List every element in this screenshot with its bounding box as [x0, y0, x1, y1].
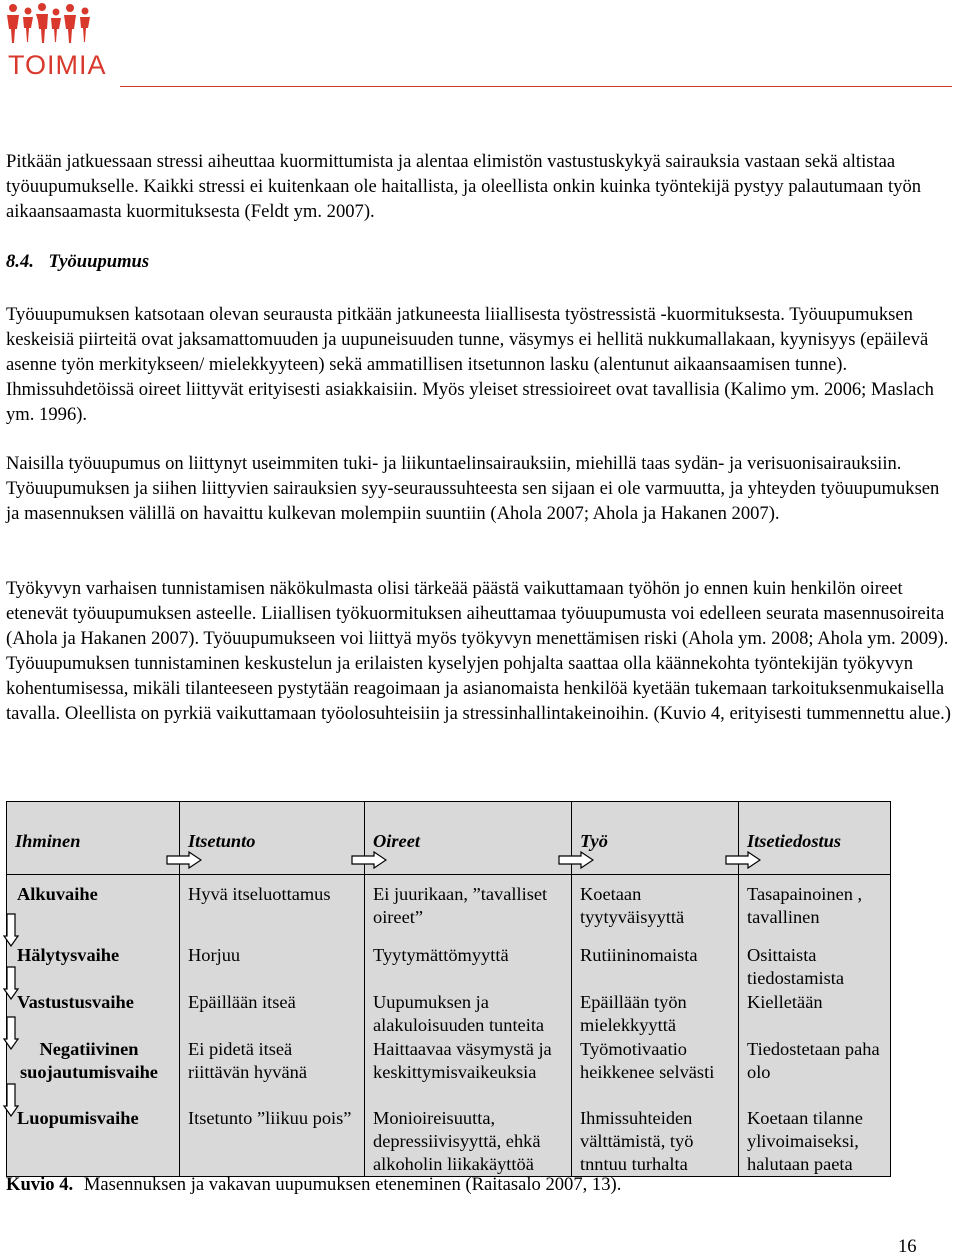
table-row [7, 875, 891, 945]
table-cell: Epäillään itseä [180, 991, 365, 1038]
table-cell: Ei pidetä itseä riittävän hyvänä [180, 1038, 365, 1107]
table-cell: Horjuu [180, 944, 365, 991]
header-cell: Oireet [365, 802, 572, 875]
page-number: 16 [898, 1236, 917, 1257]
phase-cell: Vastustusvaihe [7, 991, 180, 1038]
table-cell: Ihmissuhteiden välttämistä, työ tnntuu turhalta [572, 1107, 739, 1177]
table-cell: Monioireisuutta, depressiivisyyttä, ehkä alkoholin liikakäyttöä [365, 1107, 572, 1177]
phase-cell: Hälytysvaihe [7, 944, 180, 991]
paragraph-gender: Naisilla työuupumus on liittynyt useimmiten tuki- ja liikuntaelinsairauksiin, miehillä taas sydän- ja verisuonisairauksiin. Työuupumuksen ja siihen liittyvien sairauksien syy-seuraussuhteesta sen sijaan ei ole varmuutta, ja yhteyden työuupumuksen ja masennuksen välillä on havaittu kulkevan molempiin suuntiin (Ahola 2007; Ahola ja Hakanen 2007). [6, 453, 940, 524]
table-cell: Koetaan tilanne ylivoimaiseksi, halutaan paeta [739, 1107, 891, 1177]
arrow-right-outline-icon [725, 851, 761, 869]
caption-text: Masennuksen ja vakavan uupumuksen eteneminen (Raitasalo 2007, 13). [83, 1174, 622, 1195]
figure-caption [6, 1174, 621, 1196]
header-divider [120, 86, 952, 87]
table-cell: Hyvä itseluottamus [180, 875, 365, 945]
paragraph-early-detection: Työkyvyn varhaisen tunnistamisen näkökulmasta olisi tärkeää päästä vaikuttamaan työhön jo ennen kuin henkilön oireet etenevät työuupumuksen asteelle. Liiallisen työkuormituksen aiheuttamaa työuupumusta voi edelleen seurata masennusoireita (Ahola ja Hakanen 2007). Työuupumukseen voi liittyä myös työkyvyn menettämisen riski (Ahola ym. 2008; Ahola ym. 2009). Työuupumuksen tunnistaminen keskustelun ja erilaisten kyselyjen pohjalta saattaa olla käännekohta työntekijän työkyvyn kohentumisessa, mikäli tilanteeseen pystytään reagoimaan ja asianomaista henkilöä kyetään tukemaan tarkoituksenmukaisella tavalla. Oleellista on pyrkiä vaikuttamaan työolosuhteisiin ja stressinhallintakeinoihin. (Kuvio 4, erityisesti tummennettu alue.) [6, 578, 951, 724]
arrow-down-outline-icon [3, 1016, 19, 1050]
table-cell: Kielletään [739, 991, 891, 1038]
table-row [7, 944, 891, 991]
header-cell: Työ [572, 802, 739, 875]
brand-name: TOIMIA [8, 50, 107, 80]
header-cell: Itsetiedostus [739, 802, 891, 875]
table-cell: Epäillään työn mielekkyyttä [572, 991, 739, 1038]
arrow-down-outline-icon [3, 913, 19, 947]
arrow-right-outline-icon [166, 851, 202, 869]
table-cell: Osittaista tiedostamista [739, 944, 891, 991]
table-cell: Uupumuksen ja alakuloisuuden tunteita [365, 991, 572, 1038]
table-cell: Tasapainoinen , tavallinen [739, 875, 891, 945]
header-cell: Ihminen [7, 802, 180, 875]
table-row [7, 1038, 891, 1107]
table-cell: Koetaan tyytyväisyyttä [572, 875, 739, 945]
table-cell: Tiedostetaan paha olo [739, 1038, 891, 1107]
table-cell: Tyytymättömyyttä [365, 944, 572, 991]
table-cell: Itsetunto ”liikuu pois” [180, 1107, 365, 1177]
phase-cell: Luopumisvaihe [7, 1107, 180, 1177]
caption-label: Kuvio 4. [6, 1174, 74, 1195]
section-number: 8.4. [6, 251, 34, 272]
people-figures-icon [6, 2, 98, 46]
table-cell: Haittaavaa väsymystä ja keskittymisvaikeuksia [365, 1038, 572, 1107]
table-cell: Ei juurikaan, ”tavalliset oireet” [365, 875, 572, 945]
section-title: Työuupumus [48, 251, 150, 272]
arrow-down-outline-icon [3, 966, 19, 1000]
paragraph-stress: Pitkään jatkuessaan stressi aiheuttaa kuormittumista ja alentaa elimistön vastustuskykyä sairauksia vastaan sekä altistaa työuupumukselle. Kaikki stressi ei kuitenkaan ole haitallista, ja oleellista onkin kuinka työntekijä pystyy palautumaan työn aikaansaamasta kuormituksesta (Feldt ym. 2007). [6, 151, 922, 222]
table-cell: Työmotivaatio heikkenee selvästi [572, 1038, 739, 1107]
table-cell: Rutiininomaista [572, 944, 739, 991]
arrow-right-outline-icon [558, 851, 594, 869]
phase-cell: Negatiivinen suojautumisvaihe [7, 1038, 180, 1107]
arrow-right-outline-icon [351, 851, 387, 869]
phase-cell: Alkuvaihe [7, 875, 180, 945]
paragraph-definition: Työuupumuksen katsotaan olevan seurausta pitkään jatkuneesta liiallisesta työstressistä -kuormituksesta. Työuupumuksen keskeisiä piirteitä ovat jaksamattomuuden ja uupuneisuuden tunne, väsymys ei hellitä nukkumallakaan, kyynisyys (epäilevä asenne työn merkitykseen/ mielekkyyteen) sekä ammatillisen itsetunnon lasku (alentunut aikaansaamisen tunne). Ihmissuhdetöissä oireet liittyvät erityisesti asiakkaisiin. Myös yleiset stressioireet ovat tavallisia (Kalimo ym. 2006; Maslach ym. 1996). [6, 304, 934, 425]
table-row [7, 991, 891, 1038]
table-row [7, 1107, 891, 1177]
toimia-logo [6, 2, 126, 82]
arrow-down-outline-icon [3, 1083, 19, 1117]
header-cell: Itsetunto [180, 802, 365, 875]
section-heading [6, 251, 149, 273]
